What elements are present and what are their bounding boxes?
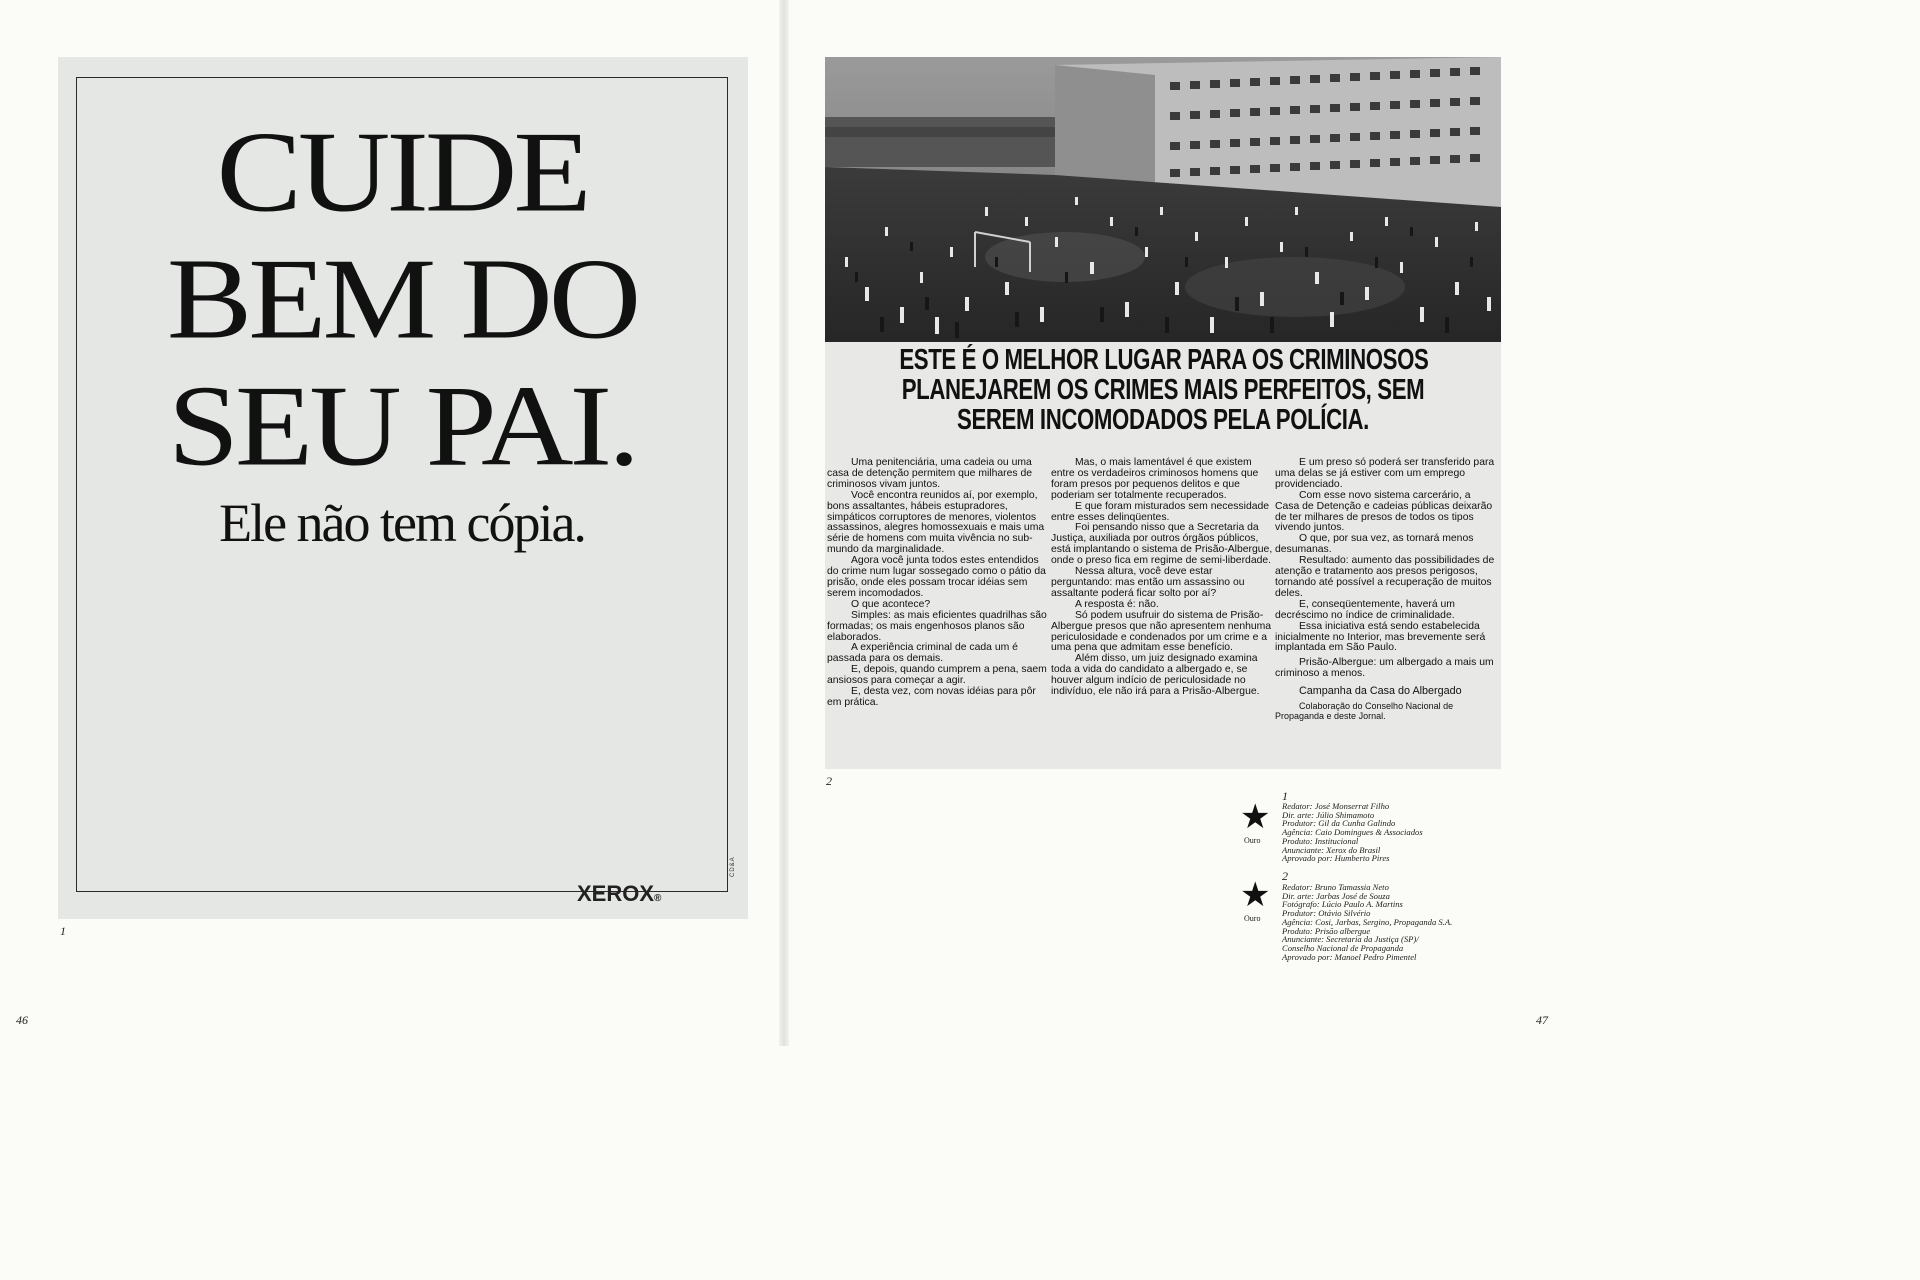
text-column-3 <box>1275 458 1497 721</box>
credit-line: Dir. arte: Jarbas José de Souza <box>1282 890 1390 901</box>
credit-line: Dir. arte: Júlio Shimamoto <box>1282 809 1375 820</box>
headline-line-3: SEU PAI. <box>167 362 637 490</box>
credit-line: Aprovado por: Manoel Pedro Pimentel <box>1282 951 1417 962</box>
award-label: Ouro <box>1244 914 1261 923</box>
paragraph: E, desta vez, com novas idéias para pôr em prática. <box>827 686 1036 708</box>
paragraph: Agora você junta todos estes entendidos do crime num lugar sossegado como o pátio da prisão, onde eles possam trocar idéias sem serem incomodados. <box>827 555 1046 599</box>
brand-name: XEROX <box>577 881 655 906</box>
figure-number-2: 2 <box>826 774 832 788</box>
paragraph: E, conseqüentemente, haverá um decréscimo no índice de criminalidade. <box>1275 598 1455 621</box>
paragraph: Resultado: aumento das possibilidades de atenção e tratamento aos presos perigosos, tornando até possível a recuperação de muitos deles. <box>1275 555 1495 599</box>
page-number-left: 46 <box>16 1013 28 1027</box>
tagline: Ele não tem cópia. <box>219 493 585 553</box>
credit-line: Anunciante: Secretaria da Justiça (SP)/ <box>1282 934 1419 945</box>
text-column-2 <box>1051 458 1273 698</box>
paragraph: Uma penitenciária, uma cadeia ou uma casa de detenção permitem que milhares de criminosos vivam juntos. <box>827 457 1033 490</box>
paragraph: A experiência criminal de cada um é passada para os demais. <box>827 642 1018 665</box>
credit-line: Conselho Nacional de Propaganda <box>1282 942 1404 953</box>
prison-ad <box>825 57 1501 769</box>
credit-line: Agência: Cosi, Jarbas, Sergino, Propaganda S.A. <box>1282 916 1453 927</box>
credit-number-2: 2 <box>1282 869 1288 883</box>
paragraph: Mas, o mais lamentável é que existem entre os verdadeiros criminosos homens que foram presos por pequenos delitos e que poderiam ser totalmente recuperados. <box>1051 457 1259 501</box>
credit-line: Produtor: Otávio Silvério <box>1282 908 1371 919</box>
award-label: Ouro <box>1244 836 1261 845</box>
paragraph: E que foram misturados sem necessidade entre esses delinqüentes. <box>1051 500 1270 523</box>
credits-block-1 <box>1282 802 1423 863</box>
credit-line: Redator: Bruno Tamassia Neto <box>1282 882 1389 892</box>
star-award-icon: ★ <box>1240 876 1271 914</box>
credit-line: Produtor: Gil da Cunha Galindo <box>1282 818 1396 829</box>
credit-number-1: 1 <box>1282 789 1288 803</box>
paragraph: Foi pensando nisso que a Secretaria da Justiça, auxiliada por outros órgãos públicos, está implantando o sistema de Prisão-Albergue, onde o preso fica em regime de semi-liberdade. <box>1051 522 1273 567</box>
credit-line: Produto: Institucional <box>1282 835 1359 846</box>
paragraph: E um preso só poderá ser transferido para uma delas se já estiver com um emprego providenciado. <box>1275 457 1495 490</box>
paragraph: Simples: as mais eficientes quadrilhas são formadas; os mais engenhosos planos são elaborados. <box>827 609 1047 643</box>
headline-line-3: SEREM INCOMODADOS PELA POLÍCIA. <box>957 404 1369 436</box>
prison-ad-headline <box>899 344 1429 436</box>
headline-line-2: PLANEJAREM OS CRIMES MAIS PERFEITOS, SEM <box>901 374 1425 406</box>
figure-number-1: 1 <box>60 924 66 938</box>
credits-block-2 <box>1282 883 1452 961</box>
credit-line: Redator: José Monserrat Filho <box>1282 801 1390 811</box>
agency-mark: CD&A <box>730 856 736 877</box>
paragraph: Você encontra reunidos aí, por exemplo, bons assaltantes, hábeis estupradores, simpáticos corruptores de menores, violentos assassinos, alegres homossexuais e mais uma série de homens com muita vivência no sub-mundo da marginalidade. <box>827 489 1045 556</box>
registered-mark: ® <box>654 893 662 904</box>
page-number-right: 47 <box>1536 1013 1548 1027</box>
headline-line-1: ESTE É O MELHOR LUGAR PARA OS CRIMINOSOS <box>899 344 1429 376</box>
xerox-ad <box>58 57 748 919</box>
paragraph: Nessa altura, você deve estar perguntando: mas então um assassino ou assaltante poderá ficar solto por aí? <box>1051 566 1245 599</box>
paragraph: Essa iniciativa está sendo estabelecida inicialmente no Interior, mas brevemente será implantada em São Paulo. <box>1275 620 1486 654</box>
paragraph: E, depois, quando cumprem a pena, saem ansiosos para começar a agir. <box>827 664 1047 687</box>
paragraph: Prisão-Albergue: um albergado a mais um criminoso a menos. <box>1275 657 1494 680</box>
credit-line: Agência: Caio Domingues & Associados <box>1282 827 1423 838</box>
headline-line-2: BEM DO <box>166 235 638 363</box>
xerox-logo <box>577 881 661 907</box>
paragraph: O que, por sua vez, as tornará menos desumanas. <box>1275 533 1474 556</box>
credit-line: Produto: Prisão albergue <box>1282 925 1371 936</box>
collaboration-note: Colaboração do Conselho Nacional de Propaganda e deste Jornal. <box>1275 701 1454 722</box>
star-award-icon: ★ <box>1240 798 1271 836</box>
credit-line: Fotógrafo: Lúcio Paulo A. Martins <box>1282 899 1403 910</box>
credit-line: Aprovado por: Humberto Pires <box>1282 853 1390 864</box>
paragraph: O que acontece? <box>851 598 931 610</box>
ad-frame <box>76 77 728 906</box>
credit-line: Anunciante: Xerox do Brasil <box>1282 844 1381 855</box>
paragraph: Só podem usufruir do sistema de Prisão-Albergue presos que não apresentem nenhuma periculosidade e condenados por um crime e a uma pena que admitam esse benefício. <box>1051 609 1272 654</box>
body-copy <box>827 458 1499 758</box>
headline-line-1: CUIDE <box>216 108 588 236</box>
paragraph: A resposta é: não. <box>1075 598 1159 610</box>
campaign-signature: Campanha da Casa do Albergado <box>1299 685 1462 698</box>
text-column-1 <box>827 458 1049 709</box>
paragraph: Com esse novo sistema carcerário, a Casa de Detenção e cadeias públicas deixarão de ter milhares de presos de todos os tipos vivendo juntos. <box>1275 489 1493 534</box>
prison-yard-photo <box>825 57 1501 342</box>
paragraph: Além disso, um juiz designado examina toda a vida do candidato a albergado e, se houver algum indício de periculosidade no indivíduo, ele não irá para a Prisão-Albergue. <box>1051 653 1260 698</box>
book-spine <box>779 0 789 1046</box>
